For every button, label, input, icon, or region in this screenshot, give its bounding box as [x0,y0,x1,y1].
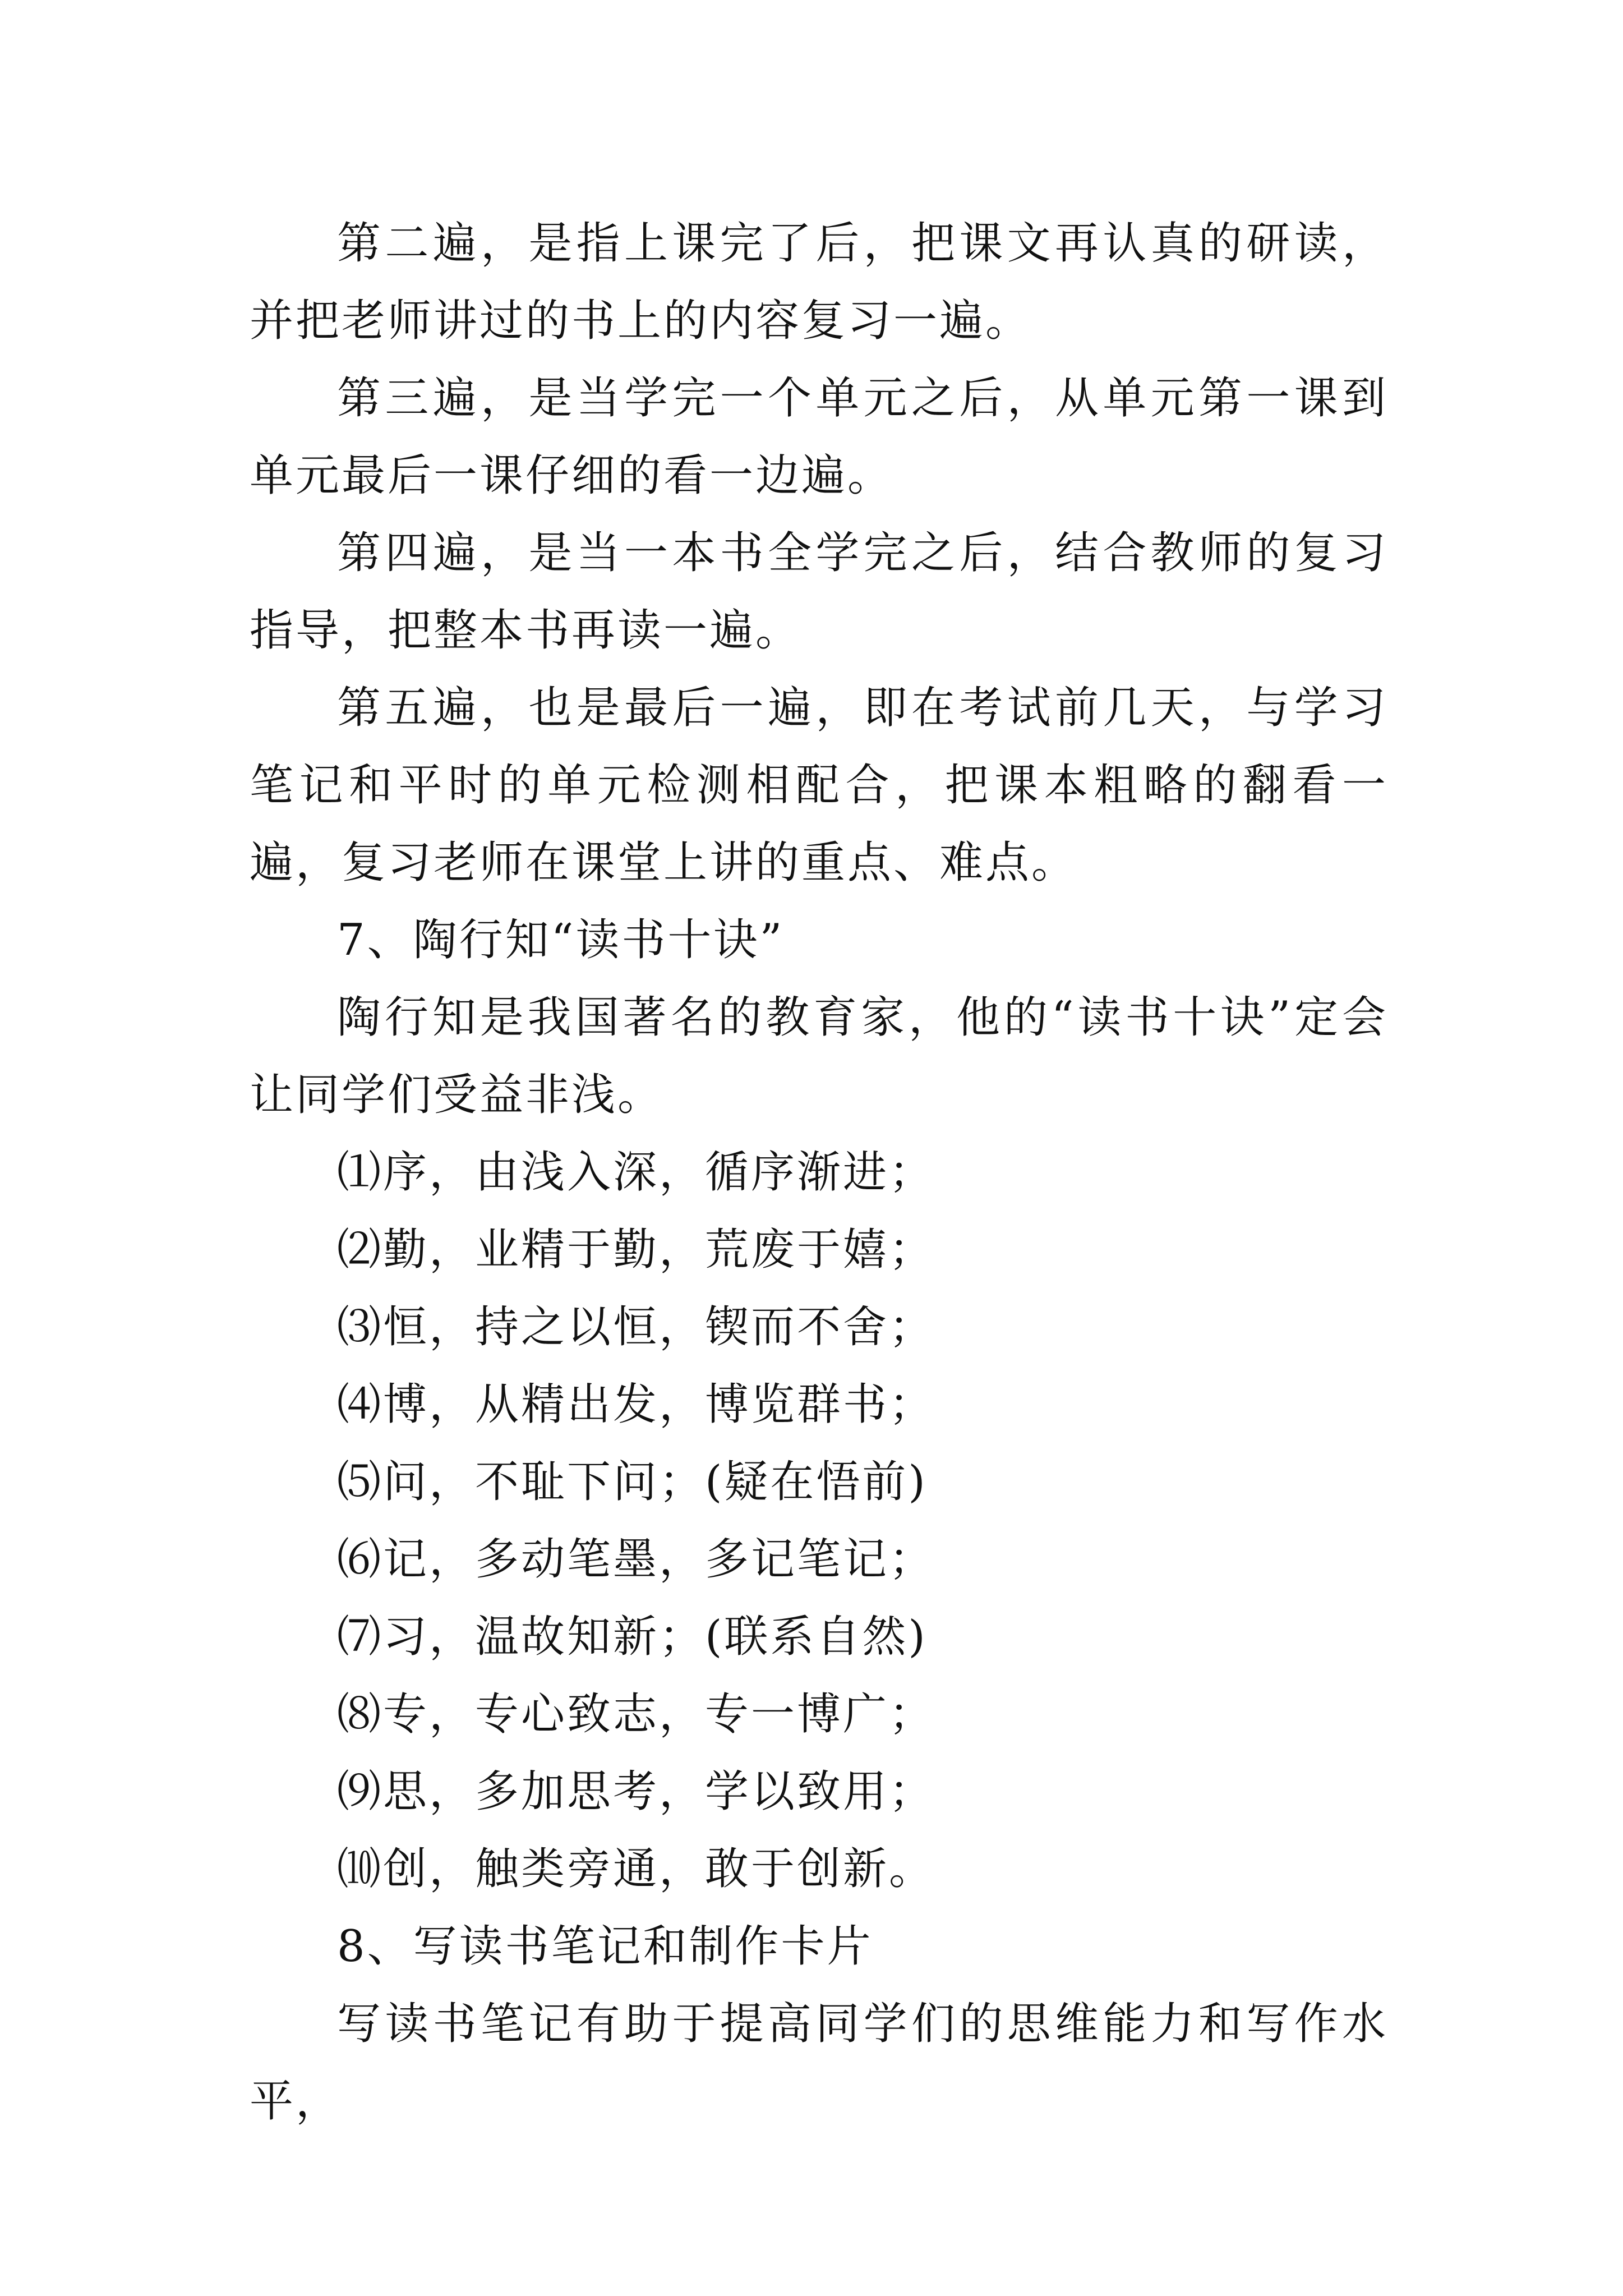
list-item: ⑺习，温故知新；(联系自然) [337,1612,928,1662]
paragraph-fourth-reading: 第四遍，是当一本书全学完之后，结合教师的复习指导，把整本书再读一遍。 [250,528,1388,656]
list-item: ⑼思，多加思考，学以致用； [337,1766,935,1817]
list-item: ⑻专，专心致志，专一博广； [337,1689,935,1740]
document-body [250,205,1388,2140]
section-7-intro: 陶行知是我国著名的教育家，他的“读书十诀”定会让同学们受益非浅。 [250,992,1388,1120]
paragraph-fifth-reading: 第五遍，也是最后一遍，即在考试前几天，与学习笔记和平时的单元检测相配合，把课本粗略的翻看一遍，复习老师在课堂上讲的重点、难点。 [250,683,1388,888]
list-item: ⑴序，由浅入深，循序渐进； [337,1147,935,1198]
ten-reading-tips-list [250,1134,1388,1908]
section-7-heading: 7、陶行知“读书十诀” [337,915,785,965]
list-item: ⑷博，从精出发，博览群书； [337,1379,935,1430]
list-item: ⑸问，不耻下问；(疑在悟前) [337,1457,928,1507]
list-item: ⑹记，多动笔墨，多记笔记； [337,1534,935,1585]
paragraph-second-reading: 第二遍，是指上课完了后，把课文再认真的研读，并把老师讲过的书上的内容复习一遍。 [250,218,1388,346]
section-8-intro: 写读书笔记有助于提高同学们的思维能力和写作水平， [250,1999,1388,2127]
list-item: ⑵勤，业精于勤，荒废于嬉； [337,1225,935,1275]
list-item: ⑶恒，持之以恒，锲而不舍； [337,1302,935,1352]
paragraph-third-reading: 第三遍，是当学完一个单元之后，从单元第一课到单元最后一课仔细的看一边遍。 [250,373,1388,501]
section-8-heading: 8、写读书笔记和制作卡片 [337,1921,873,1972]
list-item: ⑽创，触类旁通，敢于创新。 [337,1844,935,1894]
